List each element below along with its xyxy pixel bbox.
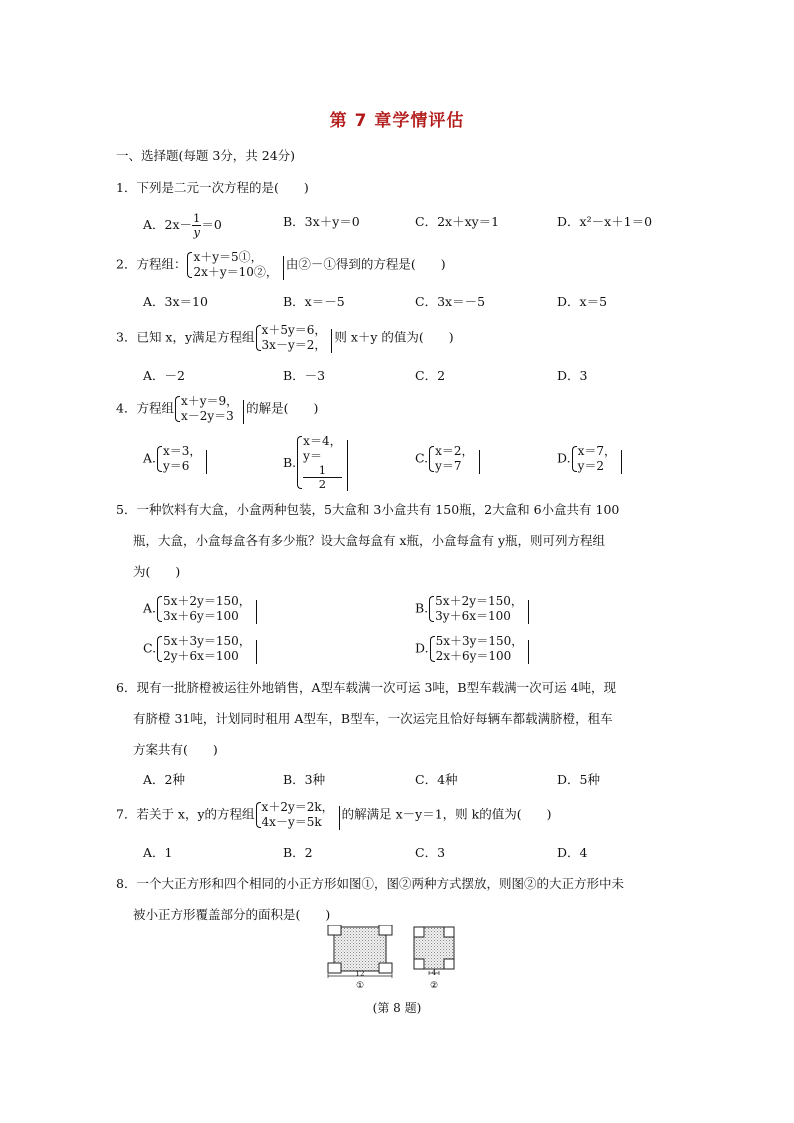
denominator: 2 [318, 477, 327, 491]
option-label: C. [143, 640, 157, 656]
option-1d[interactable]: D．x²－x＋1＝0 [557, 214, 653, 229]
equation-system [429, 634, 532, 664]
equation-system [255, 323, 335, 353]
equation-1: x＋y＝9， [180, 394, 239, 408]
option-1c[interactable]: C．2x＋xy＝1 [415, 214, 500, 229]
question-2-suffix: 由②－①得到的方程是( ) [285, 256, 446, 272]
equation-1: 5x＋2y＝150， [163, 594, 251, 608]
question-5-options [143, 594, 703, 674]
solution-y: y＝2 [577, 459, 604, 473]
dimension-label: 12 [355, 970, 365, 978]
question-6-line-1: 6．现有一批脐橙被运往外地销售，A型车载满一次可运 3吨，B型车载满一次可运 4吨，现 [116, 680, 617, 695]
equation-system [428, 594, 531, 624]
fraction [303, 464, 341, 491]
dimension-label: 4 [431, 969, 437, 977]
option-label: A. [143, 600, 157, 616]
option-label: B. [283, 455, 297, 470]
equation-2: 2y＋6x＝100 [163, 649, 239, 663]
small-square [379, 925, 392, 935]
numerator: 1 [303, 464, 341, 478]
equation-1: x＋5y＝6， [261, 323, 327, 337]
option-label: A. [143, 450, 157, 466]
solution-system [296, 434, 349, 491]
option-label: B. [415, 600, 429, 616]
option-5a[interactable] [143, 594, 259, 624]
question-7-prefix: 7．若关于 x，y的方程组 [116, 806, 255, 822]
option-4a[interactable] [143, 444, 209, 474]
option-7d[interactable]: D．4 [557, 845, 588, 860]
option-4c[interactable] [415, 444, 482, 474]
question-8-line-2: 被小正方形覆盖部分的面积是( ) [133, 907, 331, 922]
equation-2: x－2y＝3 [180, 409, 234, 423]
solution-x: x＝4， [303, 434, 342, 448]
option-label: D. [557, 450, 571, 466]
option-7c[interactable]: C．3 [415, 845, 446, 860]
figure-2 [414, 927, 454, 991]
option-1a-suffix: ＝0 [201, 217, 222, 232]
question-8-line-1: 8．一个大正方形和四个相同的小正方形如图①，图②两种方式摆放，则图②的大正方形中未 [116, 876, 624, 891]
figure-squares [326, 925, 466, 991]
small-square [414, 927, 424, 937]
equation-2: 2x＋y＝10②， [193, 265, 278, 279]
option-label: C. [415, 450, 429, 466]
denominator: y [193, 225, 200, 239]
small-square [444, 959, 454, 969]
option-7a[interactable]: A．1 [143, 845, 173, 860]
solution-x: x＝2， [435, 444, 474, 458]
option-2c[interactable]: C．3x＝－5 [415, 294, 486, 309]
equation-1: 5x＋3y＝150， [163, 634, 251, 648]
question-6-line-2: 有脐橙 31吨，计划同时租用 A型车，B型车，一次运完且恰好每辆车都载满脐橙，租车 [133, 711, 613, 726]
solution-x: x＝7， [577, 444, 616, 458]
equation-2: 3x＋6y＝100 [163, 609, 239, 623]
option-6c[interactable]: C．4种 [415, 772, 458, 787]
question-4-text [116, 394, 318, 424]
small-square [379, 963, 392, 973]
question-2-text [116, 250, 446, 280]
question-7-options [143, 843, 703, 863]
small-square [414, 959, 424, 969]
small-square [444, 927, 454, 937]
equation-system [255, 800, 342, 830]
fraction [192, 212, 201, 239]
page-title: 第 7 章学情评估 [329, 111, 465, 131]
equation-2: 3y＋6x＝100 [435, 609, 511, 623]
option-2b[interactable]: B．x＝－5 [283, 294, 345, 309]
figure-caption: (第 8 题) [372, 1001, 422, 1015]
equation-system [174, 394, 246, 424]
solution-system [571, 444, 624, 474]
option-4d[interactable] [557, 444, 624, 474]
solution-y-prefix: y＝ [303, 449, 322, 463]
option-1a[interactable] [143, 212, 222, 239]
figure-1-label: ① [355, 981, 365, 991]
equation-2: 2x＋6y＝100 [435, 649, 512, 663]
option-label: D. [415, 640, 429, 656]
question-6-line-3: 方案共有( ) [133, 742, 218, 757]
option-6a[interactable]: A．2种 [143, 772, 185, 787]
section-heading: 一、选择题(每题 3分，共 24分) [116, 148, 296, 163]
numerator: 1 [193, 211, 201, 225]
option-3d[interactable]: D．3 [557, 368, 588, 383]
question-1-options [143, 211, 703, 239]
question-1-text: 1．下列是二元一次方程的是( ) [116, 180, 309, 195]
question-5-line-1: 5．一种饮料有大盒，小盒两种包装，5大盒和 3小盒共有 150瓶，2大盒和 6小盒共有 100 [116, 502, 620, 517]
solution-system [156, 444, 209, 474]
equation-2: 4x－y＝5k [261, 815, 322, 829]
solution-x: x＝3， [163, 444, 202, 458]
option-4b[interactable] [283, 434, 350, 491]
large-square [334, 927, 386, 971]
question-3-options [143, 366, 703, 386]
option-5d[interactable] [415, 634, 531, 664]
equation-system [156, 594, 259, 624]
small-square [328, 925, 341, 935]
question-4-options [143, 434, 703, 491]
question-3-prefix: 3．已知 x，y满足方程组 [116, 329, 255, 345]
equation-1: 5x＋3y＝150， [435, 634, 524, 648]
question-2-prefix: 2．方程组： [116, 256, 187, 272]
figure-1 [328, 925, 392, 991]
option-6d[interactable]: D．5种 [557, 772, 600, 787]
option-1a-prefix: A．2x－ [143, 217, 193, 232]
option-2d[interactable]: D．x＝5 [557, 294, 608, 309]
solution-y: y＝6 [163, 459, 190, 473]
option-6b[interactable]: B．3种 [283, 772, 326, 787]
question-4-suffix: 的解是( ) [246, 400, 319, 416]
solution-y [303, 449, 341, 491]
equation-system [156, 634, 259, 664]
question-7-text [116, 800, 551, 830]
equation-1: x＋y＝5①， [193, 250, 263, 264]
option-3a[interactable]: A．－2 [143, 368, 185, 383]
option-5c[interactable] [143, 634, 259, 664]
solution-y: y＝7 [435, 459, 462, 473]
option-3b[interactable]: B．－3 [283, 368, 326, 383]
option-2a[interactable]: A．3x＝10 [143, 294, 208, 309]
option-7b[interactable]: B．2 [283, 845, 313, 860]
equation-1: x＋2y＝2k， [261, 800, 334, 814]
question-3-suffix: 则 x＋y 的值为( ) [334, 329, 454, 345]
figure-2-label: ② [429, 981, 439, 991]
question-3-text [116, 323, 454, 353]
equation-2: 3x－y＝2， [261, 338, 327, 352]
question-7-suffix: 的解满足 x－y＝1，则 k的值为( ) [341, 806, 552, 822]
question-6-options [143, 770, 703, 790]
question-2-options [143, 292, 703, 312]
question-4-prefix: 4．方程组 [116, 400, 174, 416]
solution-system [428, 444, 481, 474]
equation-system [186, 250, 285, 280]
question-5-line-2: 瓶，大盒，小盒每盒各有多少瓶？设大盒每盒有 x瓶，小盒每盒有 y瓶，则可列方程组 [133, 533, 606, 548]
equation-1: 5x＋2y＝150， [435, 594, 523, 608]
option-1b[interactable]: B．3x＋y＝0 [283, 214, 360, 229]
option-3c[interactable]: C．2 [415, 368, 446, 383]
option-5b[interactable] [415, 594, 531, 624]
question-5-line-3: 为( ) [133, 564, 181, 579]
small-square [328, 963, 341, 973]
